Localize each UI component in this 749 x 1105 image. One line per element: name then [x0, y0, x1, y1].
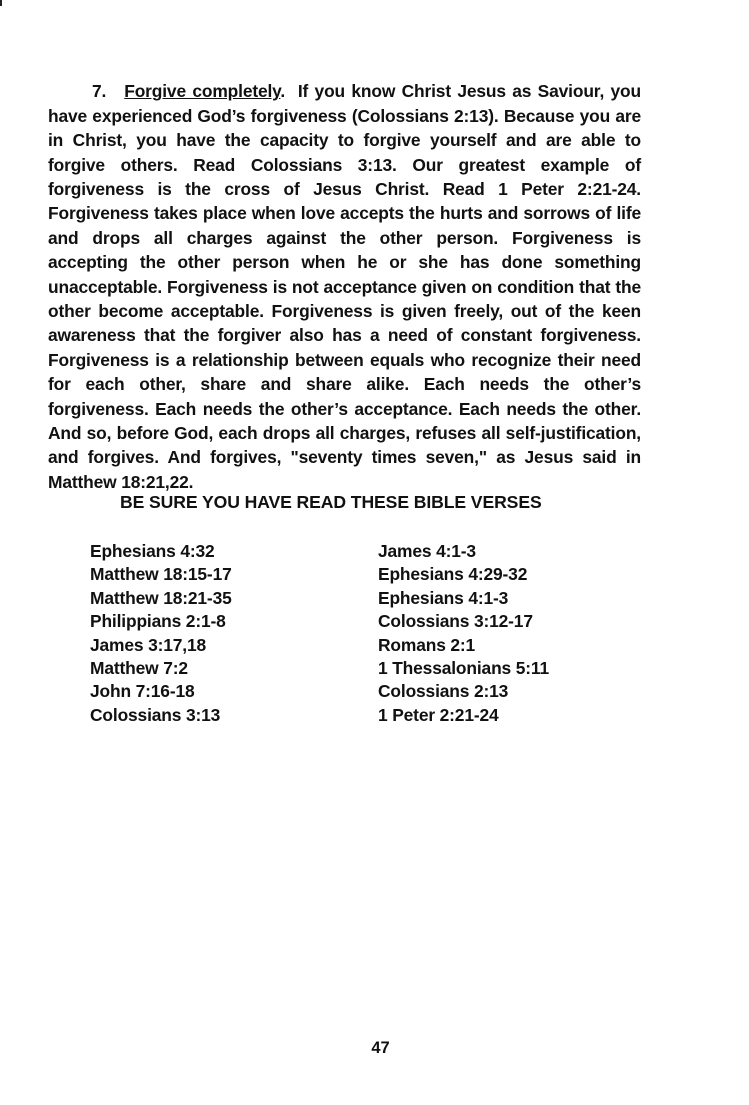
paragraph-body: If you know Christ Jesus as Saviour, you have experienced God’s forgiveness (Colossians 2:13). Because you are in Christ, you have the capacity to forgive yourself and are able to forgive others. Read Colossians 3:13. Our greatest example of forgiveness is the cross of Jesus Christ. Read 1 Peter 2:21-24. Forgiveness takes place when love accepts the hurts and sorrows of life and drops all charges against the other person. Forgiveness is accepting the other person when he or she has done something unacceptable. Forgiveness is not acceptance given on condition that the other become acceptable. Forgiveness is given freely, out of the keen awareness that the forgiver also has a need of constant forgiveness. Forgiveness is a relationship between equals who recognize their need for each other, share and share alike. Each needs the other’s forgiveness. Each needs the other’s acceptance. Each needs the other. And so, before God, each drops all charges, refuses all self-justification, and forgives. And forgives, "seventy times seven," as Jesus said in Matthew 18:21,22.	[48, 81, 641, 492]
verse-list-right	[378, 540, 549, 727]
verse-item: Colossians 2:13	[378, 681, 509, 702]
verse-item: James 3:17,18	[90, 634, 207, 655]
verse-item: Philippians 2:1-8	[90, 611, 226, 632]
verse-item: Matthew 18:15-17	[90, 564, 232, 585]
verse-item: 1 Peter 2:21-24	[378, 704, 499, 725]
verse-item: Colossians 3:13	[90, 704, 221, 725]
paragraph-title-suffix: .	[280, 81, 286, 102]
verse-item: John 7:16-18	[90, 681, 195, 702]
verse-list-left	[90, 540, 232, 727]
verse-item: Romans 2:1	[378, 634, 476, 655]
verse-item: Ephesians 4:29-32	[378, 564, 528, 585]
verse-item: Ephesians 4:1-3	[378, 587, 509, 608]
verse-item: Colossians 3:12-17	[378, 611, 533, 632]
paragraph-number: 7.	[92, 81, 107, 102]
forgive-paragraph	[48, 79, 641, 494]
verse-item: James 4:1-3	[378, 541, 476, 561]
page-number: 47	[371, 1039, 390, 1057]
verse-item: 1 Thessalonians 5:11	[378, 658, 549, 679]
paragraph-title: Forgive completely	[124, 81, 281, 102]
verse-item: Matthew 18:21-35	[90, 587, 232, 608]
verse-item: Ephesians 4:32	[90, 541, 215, 561]
scan-edge-mark	[0, 0, 2, 6]
section-heading: BE SURE YOU HAVE READ THESE BIBLE VERSES	[120, 492, 542, 512]
verse-item: Matthew 7:2	[90, 658, 188, 679]
